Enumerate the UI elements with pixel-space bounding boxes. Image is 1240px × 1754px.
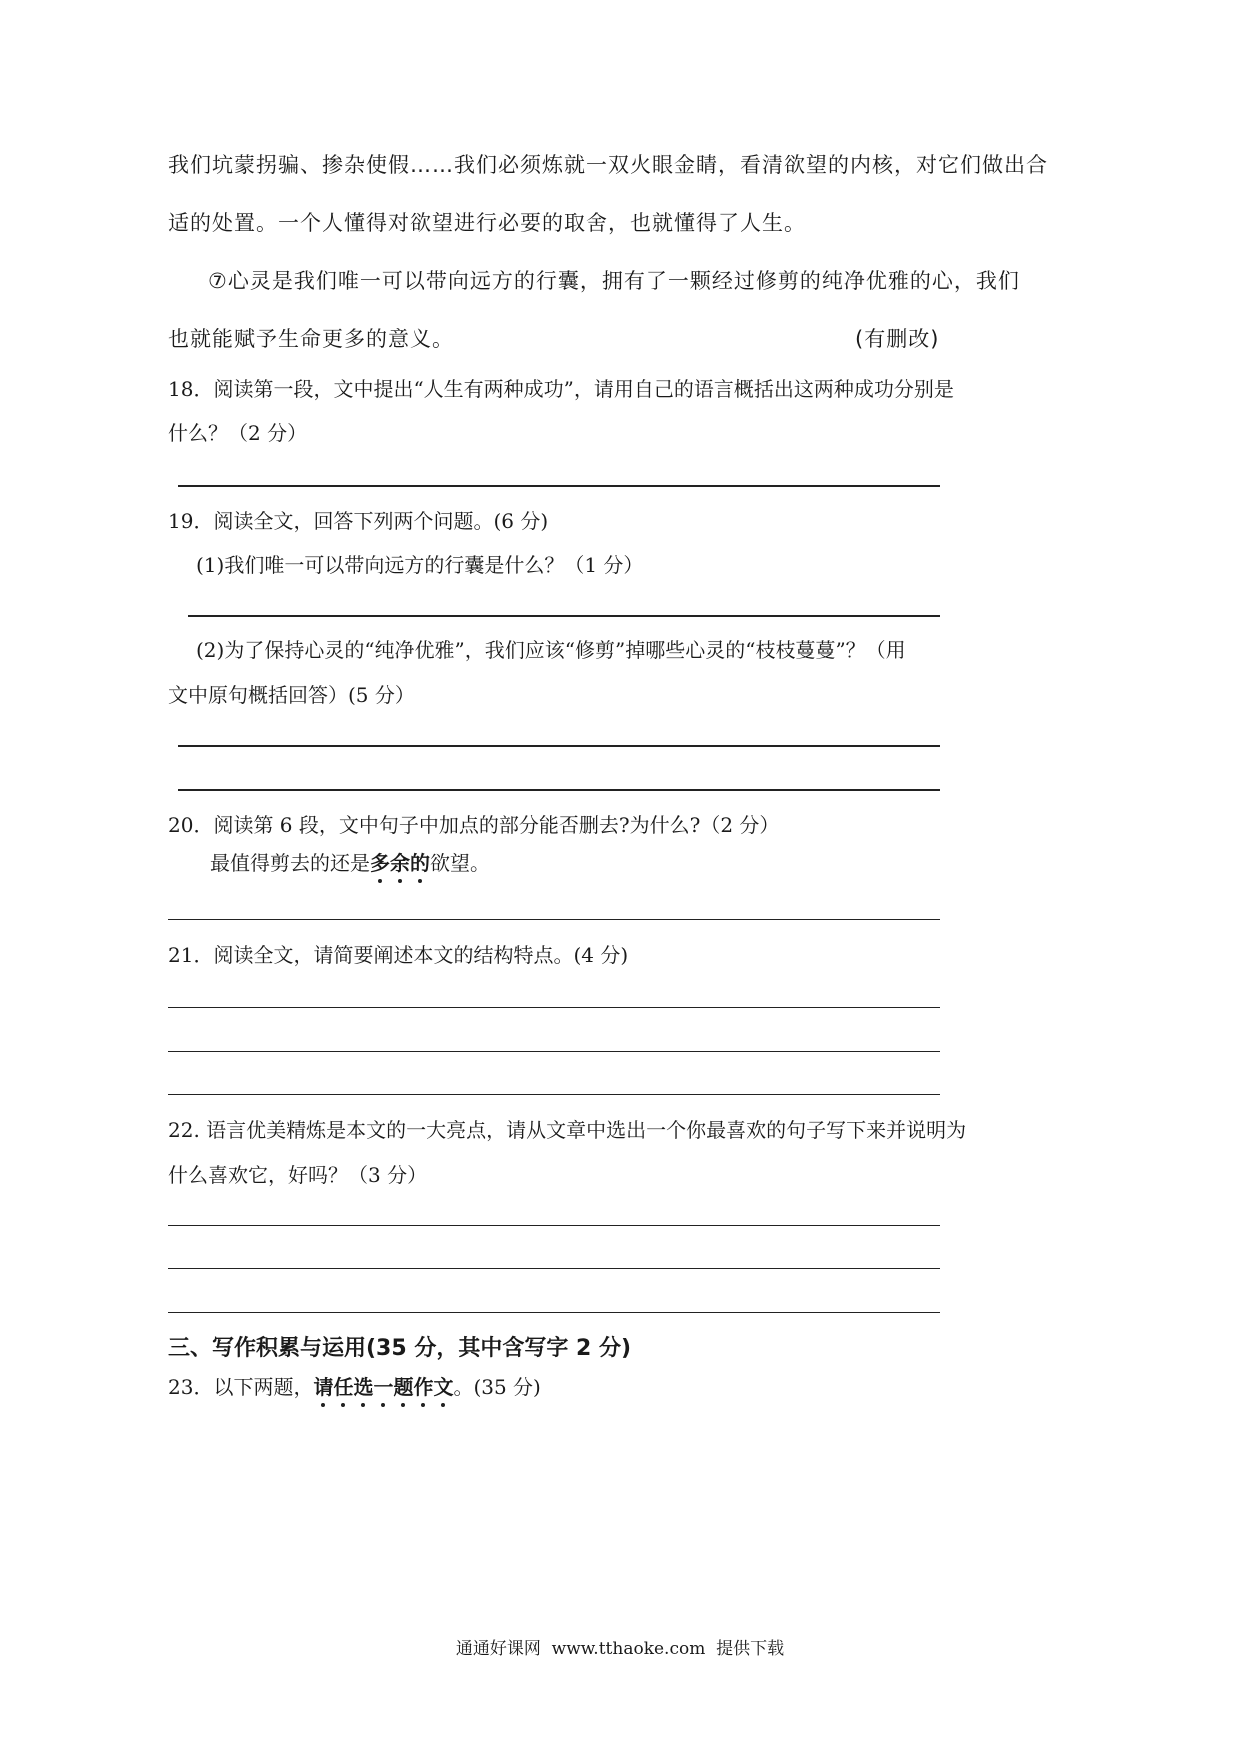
answer-line[interactable]	[168, 1225, 940, 1226]
question-21-text: 21．阅读全文，请简要阐述本文的结构特点。(4 分)	[168, 943, 629, 967]
dotted-char: 文	[433, 1375, 454, 1399]
answer-line[interactable]	[168, 919, 940, 920]
sentence-post: 欲望。	[430, 851, 490, 875]
dotted-char: 一	[373, 1375, 394, 1399]
section-heading: 三、写作积累与运用(35 分，其中含写字 2 分)	[168, 1336, 632, 1361]
dotted-char: 多	[370, 851, 390, 875]
sentence-pre: 最值得剪去的还是	[210, 851, 370, 875]
dotted-char: 请	[313, 1375, 334, 1399]
question-18-text: 18．阅读第一段，文中提出“人生有两种成功”，请用自己的语言概括出这两种成功分别是	[168, 377, 954, 401]
question-19-text: 19．阅读全文，回答下列两个问题。(6 分)	[168, 509, 549, 533]
dotted-char: 作	[413, 1375, 434, 1399]
answer-line[interactable]	[168, 1268, 940, 1269]
answer-line[interactable]	[188, 615, 940, 617]
dotted-char: 题	[393, 1375, 414, 1399]
answer-line[interactable]	[168, 1007, 940, 1008]
answer-line[interactable]	[168, 1094, 940, 1095]
dotted-char: 的	[410, 851, 430, 875]
q23-pre: 23．以下两题，	[168, 1375, 314, 1399]
dotted-char: 余	[390, 851, 410, 875]
answer-line[interactable]	[178, 485, 940, 487]
footer-credit: 通通好课网 www.tthaoke.com 提供下载	[455, 1639, 785, 1659]
question-19-sub2: 文中原句概括回答）(5 分）	[168, 683, 415, 707]
passage-line: 也就能赋予生命更多的意义。	[168, 327, 454, 351]
question-18-text: 什么？（2 分）	[168, 421, 308, 445]
question-20-sentence	[210, 850, 490, 876]
answer-line[interactable]	[168, 1051, 940, 1052]
passage-paragraph-7: ⑦心灵是我们唯一可以带向远方的行囊，拥有了一颗经过修剪的纯净优雅的心，我们	[208, 269, 1020, 293]
question-19-sub2: (2)为了保持心灵的“纯净优雅”，我们应该“修剪”掉哪些心灵的“枝枝蔓蔓”？（用	[196, 638, 906, 662]
question-19-sub1: (1)我们唯一可以带向远方的行囊是什么？（1 分）	[196, 553, 644, 577]
question-22-text: 22. 语言优美精炼是本文的一大亮点，请从文章中选出一个你最喜欢的句子写下来并说明为	[168, 1118, 967, 1142]
q23-post: 。(35 分)	[453, 1375, 541, 1399]
passage-line: 我们坑蒙拐骗、掺杂使假……我们必须炼就一双火眼金睛，看清欲望的内核，对它们做出合	[168, 153, 1048, 177]
answer-line[interactable]	[168, 1312, 940, 1313]
dotted-char: 任	[333, 1375, 354, 1399]
answer-line[interactable]	[178, 745, 940, 747]
question-23-text	[168, 1374, 541, 1400]
source-note: (有删改)	[855, 327, 940, 351]
question-22-text: 什么喜欢它，好吗？（3 分）	[168, 1163, 428, 1187]
dotted-char: 选	[353, 1375, 374, 1399]
answer-line[interactable]	[178, 789, 940, 791]
dotted-emphasis	[313, 1375, 453, 1399]
dotted-emphasis	[370, 851, 430, 875]
question-20-text: 20．阅读第 6 段，文中句子中加点的部分能否删去?为什么?（2 分）	[168, 813, 780, 837]
passage-line: 适的处置。一个人懂得对欲望进行必要的取舍，也就懂得了人生。	[168, 211, 806, 235]
